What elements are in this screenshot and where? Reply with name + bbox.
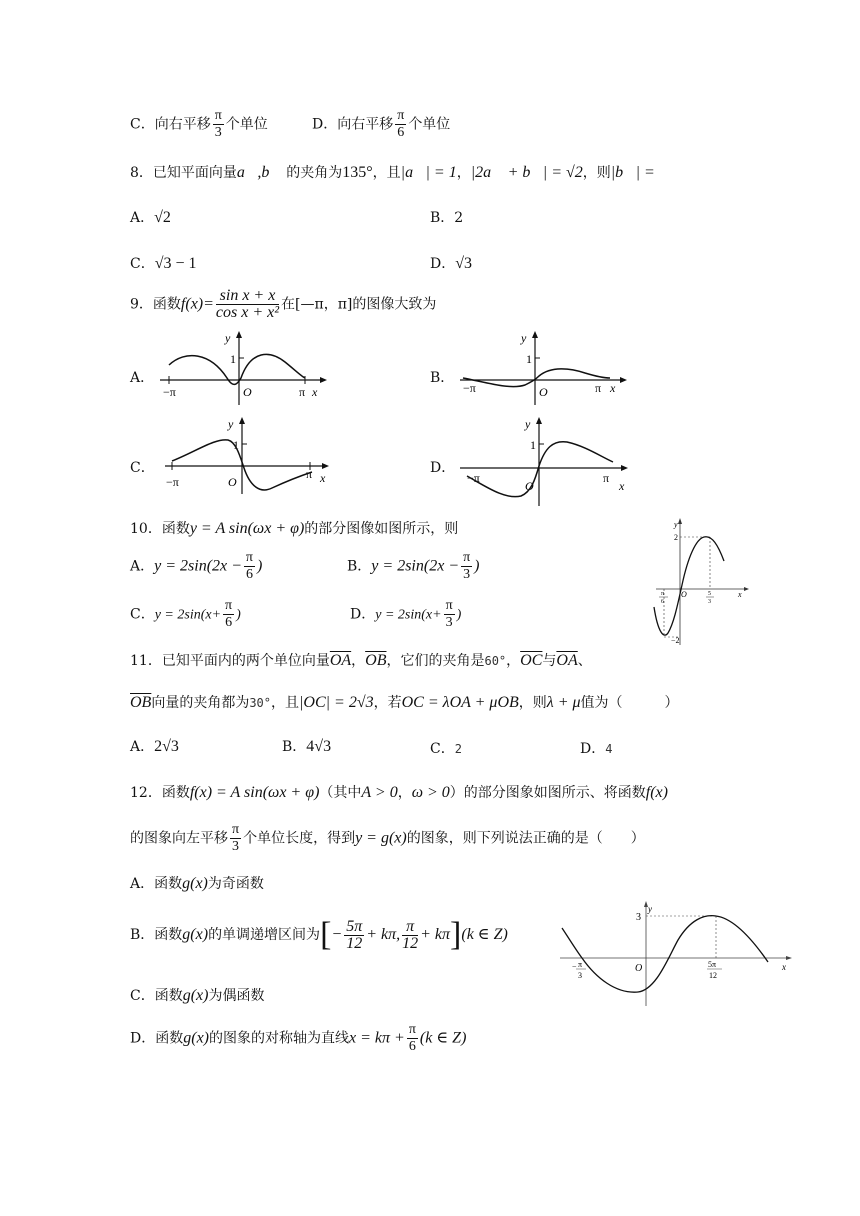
q9b-negpi-label: −π xyxy=(463,381,476,395)
q12-formula: f(x) = A sin(ωx + φ) xyxy=(189,784,320,801)
q12-gx-eq: y = g(x) xyxy=(355,829,407,847)
q9a-one-label: 1 xyxy=(230,352,236,366)
q11-option-c-label: C． xyxy=(430,741,455,757)
q8-option-c-label: C． xyxy=(130,256,155,272)
q11-vec-oc: $\overline{OC}$ xyxy=(520,652,543,669)
q9-label-a: A． xyxy=(130,370,155,386)
q12-option-d-fraction: $\frac{\pi}{6}$ xyxy=(408,1022,416,1054)
q7-option-c-text: C．向右平移 xyxy=(130,116,211,133)
q11-angle: 60° xyxy=(484,654,507,668)
q9-label-d: D． xyxy=(430,460,456,476)
q8-stem-part4: ，则 xyxy=(582,165,611,181)
q10-option-b-f2: ) xyxy=(474,557,480,575)
q12-option-d-label: D．函数 xyxy=(130,1030,184,1047)
q9d-o-label: O xyxy=(525,479,534,493)
q8-option-d xyxy=(430,253,472,273)
q12-option-a-label: A．函数 xyxy=(130,876,183,892)
q12-option-d xyxy=(130,1022,466,1055)
q12-option-b xyxy=(130,916,508,954)
q11-option-b-value: 4√3 xyxy=(306,738,332,755)
q10-graph xyxy=(652,515,752,650)
q8-option-a-value: √2 xyxy=(154,209,171,226)
q11-option-a-value: 2√3 xyxy=(154,738,179,755)
q8-cond1: |a⃗| = 1 xyxy=(400,164,457,181)
q8-stem-part1: 8．已知平面向量 xyxy=(130,165,237,181)
q9d-x-label: x xyxy=(619,479,625,493)
q9d-pi-label: π xyxy=(603,471,610,485)
q10-option-a-f2: ) xyxy=(257,557,263,575)
q12-bracket-right: ] xyxy=(450,916,462,953)
q12g-y-label: y xyxy=(648,904,652,914)
q9a-pi-label: π xyxy=(299,385,306,399)
q11-option-c xyxy=(430,738,462,758)
q10-option-c-f2: ) xyxy=(236,607,241,623)
q10g-o-label: O xyxy=(681,590,687,599)
q12-option-d-mid: 的图象的对称轴为直线 xyxy=(209,1030,349,1047)
q10-stem-part1: 10．函数 xyxy=(130,521,190,537)
q7-option-c-tail: 个单位 xyxy=(225,116,268,133)
q9-stem-part2: 在[—π，π]的图像大致为 xyxy=(281,296,437,313)
q9c-y-label: y xyxy=(228,417,234,431)
q11-vec-oa: $\overline{OA}$ xyxy=(329,652,352,669)
q8-option-a-label: A． xyxy=(130,210,155,226)
q10g-xl-num: π xyxy=(661,591,665,597)
q10-option-a-fraction: $\frac{\pi}{6}$ xyxy=(245,550,253,582)
q12-option-b-tail: (k ∈ Z) xyxy=(461,926,508,943)
q11-sep: ， xyxy=(351,653,366,669)
q10-option-d-label: D． xyxy=(350,606,376,623)
q10g-xr-num: 5 xyxy=(708,591,711,597)
q12g-o-label: O xyxy=(635,963,643,974)
q9-graph-a xyxy=(155,330,330,408)
q9-label-b: B． xyxy=(430,370,455,386)
q10-option-b-fraction: $\frac{\pi}{3}$ xyxy=(463,550,471,582)
q9c-one-label: 1 xyxy=(233,438,239,452)
q9b-y-label: y xyxy=(521,331,527,345)
q9d-one-label: 1 xyxy=(530,438,536,452)
q12-option-d-eq: x = kπ + xyxy=(349,1029,405,1047)
q11-equation: OC = λOA + μOB xyxy=(401,694,519,711)
q10-option-a-f1: y = 2sin(2x − xyxy=(154,557,242,575)
q12g-xl-num: π xyxy=(578,960,583,969)
q8-stem-part3: ，且 xyxy=(372,165,401,181)
q10-option-c-fraction: $\frac{\pi}{6}$ xyxy=(225,598,233,630)
q9a-o-label: O xyxy=(243,385,252,399)
q8-ask: |b⃗| = xyxy=(610,164,655,181)
q11-stem-part4: 与 xyxy=(542,653,557,669)
q10-option-d xyxy=(350,598,461,631)
q9d-negpi-label: −π xyxy=(467,471,480,485)
q12-option-c-tail: 为偶函数 xyxy=(208,988,265,1004)
q12g-xr-den: 12 xyxy=(709,971,717,980)
q9-graph-b xyxy=(455,330,630,408)
q10-formula: y = A sin(ωx + φ) xyxy=(189,520,305,537)
q12-shift-fraction: $\frac{\pi}{3}$ xyxy=(232,822,240,854)
q10g-y-label: y xyxy=(674,520,678,529)
q12-sep: ， xyxy=(397,785,412,801)
q11-angle2: 30° xyxy=(249,696,272,710)
q9c-negpi-label: −π xyxy=(166,475,179,489)
q9b-x-label: x xyxy=(610,381,616,395)
q9b-pi-label: π xyxy=(595,381,602,395)
q10g-xr-den: 3 xyxy=(708,599,711,605)
q8-option-d-value: √3 xyxy=(455,255,473,272)
q11-line1 xyxy=(130,650,592,670)
q12-cond1: A > 0 xyxy=(361,784,398,801)
q10g-x-label: x xyxy=(738,590,742,599)
q12-option-a xyxy=(130,873,264,893)
q11-ask: λ + μ xyxy=(546,694,581,711)
q12g-xl-sign: − xyxy=(572,962,577,971)
q12-stem-part1: 12．函数 xyxy=(130,785,190,801)
q8-option-c-value: √3 − 1 xyxy=(154,255,197,272)
q12g-x-label: x xyxy=(782,962,786,972)
q8-stem-part2: 的夹角为 xyxy=(286,165,343,181)
q12-option-b-k1: + kπ, xyxy=(366,926,401,943)
q12-option-b-frac1: $\frac{5\pi}{12}$ xyxy=(346,917,363,952)
q10-stem xyxy=(130,518,458,538)
q7-option-c xyxy=(130,108,268,141)
q12-option-a-tail: 为奇函数 xyxy=(207,876,264,892)
q12-bracket-left: [ xyxy=(320,916,332,953)
q10-option-a xyxy=(130,550,262,583)
q10-option-c xyxy=(130,598,241,631)
q12-cond2: ω > 0 xyxy=(411,784,450,801)
q8-cond2: |2a⃗ + b⃗| = √2 xyxy=(470,164,583,181)
q12-line2-part-b: 个单位长度，得到 xyxy=(243,830,356,847)
q12-option-b-minus: − xyxy=(331,926,343,943)
q8-option-c xyxy=(130,253,197,273)
q12-option-d-tail: (k ∈ Z) xyxy=(419,1029,467,1047)
q9d-curve xyxy=(467,442,613,497)
q8-vectors: a⃗,b⃗ xyxy=(236,164,282,181)
q11-option-d-value: 4 xyxy=(605,742,613,756)
q9b-curve xyxy=(463,369,610,387)
q10-option-b xyxy=(347,550,480,583)
q12g-three-label: 3 xyxy=(636,912,641,923)
q10-option-d-fraction: $\frac{\pi}{3}$ xyxy=(445,598,453,630)
q9-stem xyxy=(130,288,436,321)
q11-option-a xyxy=(130,736,179,756)
q11-oc-magnitude: |OC| = 2√3 xyxy=(299,694,374,711)
q7-option-c-fraction: $\frac{\pi}{3}$ xyxy=(214,108,222,140)
q11-stem-part7: ，且 xyxy=(271,695,300,711)
q10g-curve xyxy=(654,537,724,635)
q11-stem-part5: 、 xyxy=(577,653,592,669)
q12-option-a-g: g(x) xyxy=(182,875,208,892)
q12-line2-part-c: 的图象，则下列说法正确的是（ ） xyxy=(406,830,645,847)
q9c-o-label: O xyxy=(228,475,237,489)
q9-graph-d xyxy=(455,416,633,508)
q7-option-d-tail: 个单位 xyxy=(408,116,451,133)
q10g-negtwo-label: −2 xyxy=(671,636,680,645)
q10g-two-label: 2 xyxy=(674,533,678,542)
q12g-xl-den: 3 xyxy=(578,971,582,980)
q12-line2-part-a: 的图象向左平移 xyxy=(130,830,228,847)
q9-graph-c xyxy=(160,416,335,496)
q8-option-a xyxy=(130,207,171,227)
q12-option-c-label: C．函数 xyxy=(130,988,183,1004)
q12-stem-part2: （其中 xyxy=(319,785,362,801)
q12-option-b-g: g(x) xyxy=(182,926,209,943)
q11-stem-part2: ，它们的夹角是 xyxy=(386,653,485,669)
q9-label-c: C． xyxy=(130,460,155,476)
q11-option-d xyxy=(580,738,612,758)
q7-option-d-text: D．向右平移 xyxy=(312,116,394,133)
q8-option-b: B．2 xyxy=(430,210,464,226)
q9a-y-label: y xyxy=(225,331,231,345)
q10-option-d-f1: y = 2sin(x+ xyxy=(375,607,442,623)
q11-stem-part3: ， xyxy=(506,653,521,669)
q11-option-b-label: B． xyxy=(282,739,307,755)
q10-option-b-f1: y = 2sin(2x − xyxy=(371,557,460,575)
q12-fx: f(x) xyxy=(645,784,668,801)
q11-option-c-value: 2 xyxy=(454,742,462,756)
q12-option-b-k2: + kπ xyxy=(420,926,451,943)
q10-option-c-label: C． xyxy=(130,606,155,623)
q9-fraction: $\frac{\text{sin x + x}}{\text{cos x + x²}}$ xyxy=(215,287,280,321)
q12g-xr-num: 5π xyxy=(708,960,717,969)
q9b-one-label: 1 xyxy=(526,352,532,366)
q9d-y-label: y xyxy=(525,417,531,431)
q8-option-d-label: D． xyxy=(430,256,456,272)
q12-option-b-frac2: $\frac{\pi}{12}$ xyxy=(402,917,419,952)
q10-stem-part2: 的部分图像如图所示，则 xyxy=(304,521,459,537)
q9a-x-label: x xyxy=(312,385,318,399)
q11-option-b xyxy=(282,736,331,756)
q12-stem-part3: ）的部分图象如图所示、将函数 xyxy=(449,785,646,801)
q12-option-c-g: g(x) xyxy=(182,987,209,1004)
q11-option-d-label: D． xyxy=(580,741,606,757)
q9-fx: f(x)= xyxy=(180,295,214,313)
q8-angle: 135° xyxy=(342,164,373,181)
q12-option-d-g: g(x) xyxy=(183,1029,209,1047)
q12-line1 xyxy=(130,782,668,802)
q11-vec-ob: $\overline{OB}$ xyxy=(365,652,387,669)
q9c-pi-label: π xyxy=(306,467,313,481)
q11-option-a-label: A． xyxy=(130,739,155,755)
q12-line2 xyxy=(130,822,645,855)
q12-graph xyxy=(556,898,796,1008)
q11-stem-part1: 11．已知平面内的两个单位向量 xyxy=(130,653,330,669)
q11-stem-part6: 向量的夹角都为 xyxy=(151,695,250,711)
q10-option-d-f2: ) xyxy=(456,607,462,623)
q7-option-d xyxy=(312,108,450,141)
q11-stem-part10: 值为（ ） xyxy=(580,695,679,711)
q10g-xl-den: 6 xyxy=(661,599,664,605)
q11-line2 xyxy=(130,692,679,712)
q10-option-a-label: A． xyxy=(130,558,155,575)
q9-stem-part1: 9．函数 xyxy=(130,296,181,313)
q11-stem-part8: ，若 xyxy=(373,695,402,711)
q12-option-c xyxy=(130,985,264,1005)
q9b-o-label: O xyxy=(539,385,548,399)
q12-option-b-label: B．函数 xyxy=(130,927,183,943)
q9a-negpi-label: −π xyxy=(163,385,176,399)
q9c-x-label: x xyxy=(320,471,326,485)
q11-vec-ob2: $\overline{OB}$ xyxy=(130,694,152,711)
q12g-curve xyxy=(562,916,768,993)
q10-option-b-label: B． xyxy=(347,558,372,575)
q10-option-c-f1: y = 2sin(x+ xyxy=(154,607,222,623)
q11-vec-oa2: $\overline{OA}$ xyxy=(556,652,578,669)
q7-option-d-fraction: $\frac{\pi}{6}$ xyxy=(397,108,405,140)
q11-stem-part9: ，则 xyxy=(518,695,547,711)
q8-stem: 8．已知平面向量a⃗,b⃗ 的夹角为135°，且|a⃗| = 1，|2a⃗ + b⃗| = √2，则|b⃗| = xyxy=(130,164,655,181)
q12-option-b-mid: 的单调递增区间为 xyxy=(208,927,321,943)
